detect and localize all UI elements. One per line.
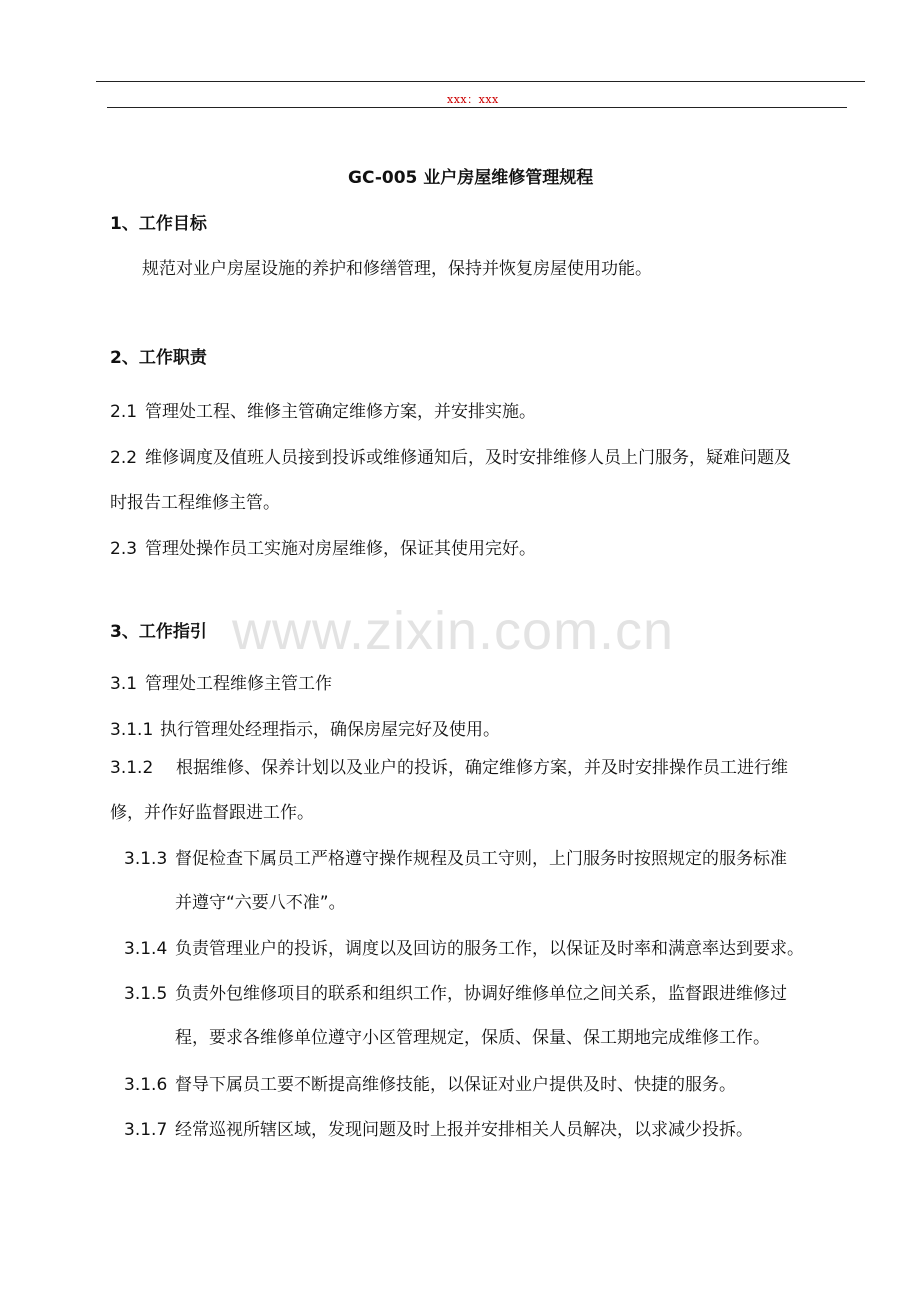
item-number: 3.1.1 xyxy=(110,720,154,740)
item-number: 3.1.2 xyxy=(110,758,154,778)
item-text: 管理处工程、维修主管确定维修方案，并安排实施。 xyxy=(145,402,536,422)
item-text: 督促检查下属员工严格遵守操作规程及员工守则，上门服务时按照规定的服务标准 xyxy=(175,849,787,869)
watermark: www.zixin.com.cn xyxy=(232,601,675,661)
section-2-heading: 2、工作职责 xyxy=(110,348,207,368)
item-3-1-2 xyxy=(110,753,788,778)
header-rule-top xyxy=(96,81,865,82)
item-text: 经常巡视所辖区域，发现问题及时上报并安排相关人员解决，以求减少投拆。 xyxy=(175,1120,753,1140)
item-text: 督导下属员工要不断提高维修技能，以保证对业户提供及时、快捷的服务。 xyxy=(175,1075,736,1095)
item-number: 2.1 xyxy=(110,402,138,422)
item-2-3 xyxy=(110,534,536,559)
subsection-number: 3.1 xyxy=(110,674,138,694)
item-3-1-5-continuation: 程，要求各维修单位遵守小区管理规定，保质、保量、保工期地完成维修工作。 xyxy=(175,1028,770,1048)
document-title: GC-005 业户房屋维修管理规程 xyxy=(348,168,594,188)
subsection-3-1 xyxy=(110,669,332,694)
item-number: 2.3 xyxy=(110,539,138,559)
item-3-1-4 xyxy=(124,934,804,959)
item-3-1-7 xyxy=(124,1115,753,1140)
item-number: 3.1.5 xyxy=(124,984,168,1004)
item-number: 3.1.7 xyxy=(124,1120,168,1140)
item-text: 管理处操作员工实施对房屋维修，保证其使用完好。 xyxy=(145,539,536,559)
section-3-heading: 3、工作指引 xyxy=(110,622,207,642)
item-2-2 xyxy=(110,443,791,468)
item-2-1 xyxy=(110,397,536,422)
header-text: xxx：xxx xyxy=(447,93,499,106)
item-text: 负责管理业户的投诉，调度以及回访的服务工作，以保证及时率和满意率达到要求。 xyxy=(175,939,804,959)
item-number: 3.1.6 xyxy=(124,1075,168,1095)
item-text: 维修调度及值班人员接到投诉或维修通知后，及时安排维修人员上门服务，疑难问题及 xyxy=(145,448,791,468)
section-1-body: 规范对业户房屋设施的养护和修缮管理，保持并恢复房屋使用功能。 xyxy=(142,259,652,279)
item-3-1-3 xyxy=(124,844,787,869)
item-text: 根据维修、保养计划以及业户的投诉，确定维修方案，并及时安排操作员工进行维 xyxy=(176,758,788,778)
subsection-text: 管理处工程维修主管工作 xyxy=(145,674,332,694)
item-text: 执行管理处经理指示，确保房屋完好及使用。 xyxy=(160,720,500,740)
item-3-1-5 xyxy=(124,979,787,1004)
item-2-2-continuation: 时报告工程维修主管。 xyxy=(110,493,280,513)
item-number: 2.2 xyxy=(110,448,138,468)
item-3-1-3-continuation: 并遵守“六要八不准”。 xyxy=(175,893,346,913)
item-3-1-6 xyxy=(124,1070,736,1095)
item-number: 3.1.4 xyxy=(124,939,168,959)
header-rule-bottom xyxy=(107,107,847,108)
item-text: 负责外包维修项目的联系和组织工作，协调好维修单位之间关系，监督跟进维修过 xyxy=(175,984,787,1004)
item-number: 3.1.3 xyxy=(124,849,168,869)
section-1-heading: 1、工作目标 xyxy=(110,214,207,234)
item-3-1-2-continuation: 修，并作好监督跟进工作。 xyxy=(110,803,314,823)
item-3-1-1 xyxy=(110,715,500,740)
